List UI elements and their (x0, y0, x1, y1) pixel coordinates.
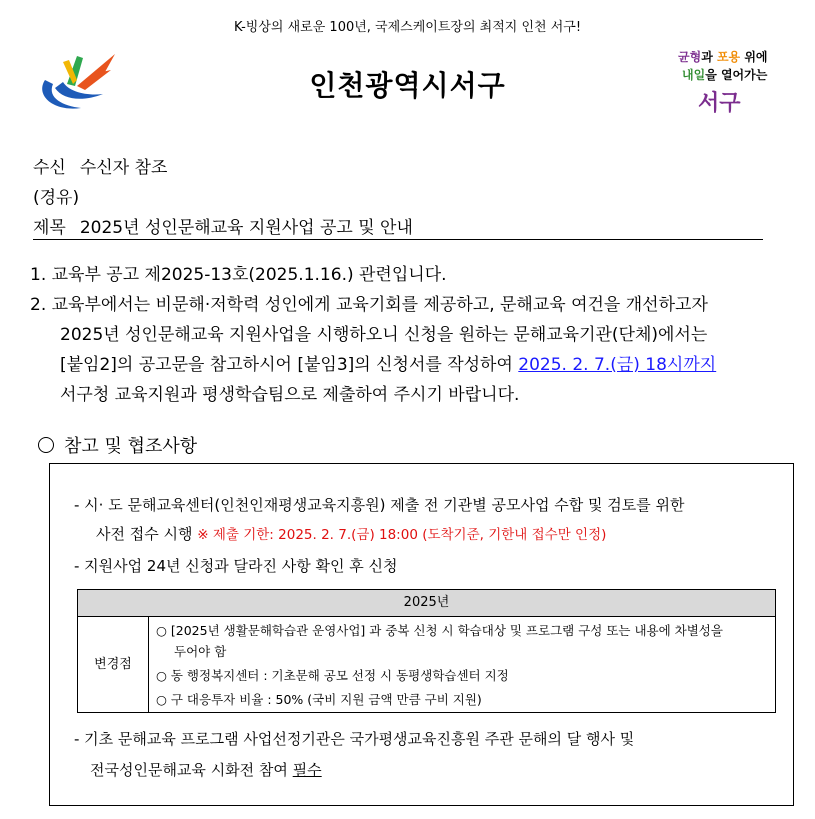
paragraph-2-line-3: [붙임2]의 공고문을 참고하시어 [붙임3]의 신청서를 작성하여 2025. 2. 7.(금) 18시까지 (60, 355, 717, 375)
circle-bullet-icon (38, 437, 54, 453)
section-title: 참고 및 협조사항 (38, 432, 197, 458)
table-item-2: ○ 동 행정복지센터 : 기초문해 공모 선정 시 동평생학습센터 지정 (156, 668, 509, 683)
bullet-2: - 지원사업 24년 신청과 달라진 사항 확인 후 신청 (74, 557, 398, 575)
paragraph-1: 1. 교육부 공고 제2025-13호(2025.1.16.) 관련입니다. (30, 265, 447, 285)
slogan: K-빙상의 새로운 100년, 국제스케이트장의 최적지 인천 서구! (233, 20, 582, 35)
table-header: 2025년 (78, 590, 775, 617)
table-item-3: ○ 구 대응투자 비율 : 50% (국비 지원 금액 만큼 구비 지원) (156, 692, 482, 707)
bullet-3-line-1: - 기초 문해교육 프로그램 사업선정기관은 국가평생교육진흥원 주관 문해의 달 행사 및 (74, 730, 635, 748)
table-item-1-line-1: ○ [2025년 생활문해학습관 운영사업] 과 중복 신청 시 학습대상 및 프로그램 구성 또는 내용에 차별성을 (156, 623, 723, 638)
org-name: 인천광역시서구 (309, 69, 506, 102)
required-note: 필수 (292, 761, 322, 779)
bullet-1-line-2: 사전 접수 시행 ※ 제출 기한: 2025. 2. 7.(금) 18:00 (도착기준, 기한내 접수만 인정) (96, 525, 607, 543)
seogu-slogan-logo: 균형과 포용 위에 내일을 열어가는 서구 (678, 50, 768, 116)
table-row-label: 변경점 (78, 617, 149, 712)
bullet-1-line-1: - 시· 도 문해교육센터(인천인재평생교육지흥원) 제출 전 기관별 공모사업 수합 및 검토를 위한 (74, 496, 685, 514)
deadline-link[interactable]: 2025. 2. 7.(금) 18시까지 (518, 355, 717, 375)
table-item-1-line-2: 두어야 함 (174, 644, 227, 659)
bullet-3-line-2: 전국성인문해교육 시화전 참여 필수 (90, 761, 322, 779)
recipient-field: 수신 수신자 참조 (33, 158, 168, 178)
header-divider (33, 239, 763, 240)
via-field: (경유) (33, 188, 80, 208)
paragraph-2-line-4: 서구청 교육지원과 평생학습팀으로 제출하여 주시기 바랍니다. (60, 385, 520, 405)
paragraph-2-line-1: 2. 교육부에서는 비문해·저학력 성인에게 교육기회를 제공하고, 문해교육 여건을 개선하고자 (30, 295, 708, 315)
changes-table (77, 589, 776, 713)
subject-field: 제목 2025년 성인문해교육 지원사업 공고 및 안내 (33, 218, 413, 238)
submission-deadline-note: ※ 제출 기한: 2025. 2. 7.(금) 18:00 (도착기준, 기한내 접수만 인정) (197, 527, 607, 543)
paragraph-2-line-2: 2025년 성인문해교육 지원사업을 시행하오니 신청을 원하는 문해교육기관(단체)에서는 (60, 325, 708, 345)
